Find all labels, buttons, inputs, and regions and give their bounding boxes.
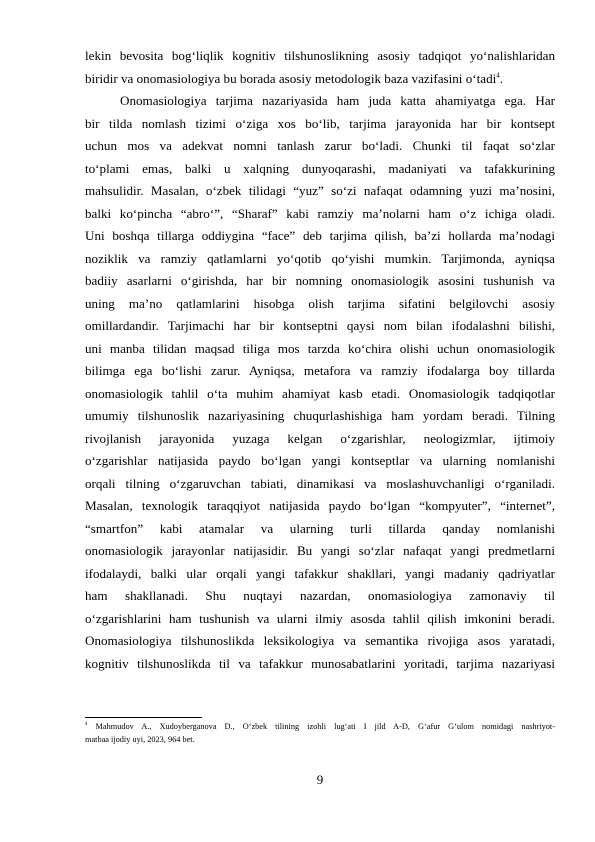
text-line: ham shakllanadi. Shu nuqtayi nazardan, onomasiologiya zamonaviy til xyxy=(85,588,555,603)
text-line: lekin bevosita bog‘liqlik kognitiv tilshunoslikning asosiy tadqiqot yo‘nalishlaridan xyxy=(85,48,555,63)
text-line: o‘zgarishlarini ham tushunish va ularni ilmiy asosda tahlil qilish imkonini beradi. xyxy=(85,610,555,626)
text-line: ifodalaydi, balki ular orqali yangi tafakkur shakllari, yangi madaniy qadriyatlar xyxy=(85,565,555,581)
footnote-ref[interactable]: 4 xyxy=(496,71,500,80)
text-line: noziklik va ramziy qatlamlarni yo‘qotib qo‘yishi mumkin. Tarjimonda, ayniqsa xyxy=(85,250,555,266)
text-line: uning ma’no qatlamlarini hisobga olish tarjima sifatini belgilovchi asosiy xyxy=(85,295,555,311)
text-line: uchun mos va adekvat nomni tanlash zarur bo‘ladi. Chunki til faqat so‘zlar xyxy=(85,138,555,153)
text-line: to‘plami emas, balki u xalqning dunyoqarashi, madaniyati va tafakkurining xyxy=(85,160,555,176)
text-line: bilimga ega bo‘lishi zarur. Ayniqsa, metafora va ramziy ifodalarga boy tillarda xyxy=(85,363,555,378)
text-line: Onomasiologiya tilshunoslikda leksikologiya va semantika rivojiga asos yaratadi, xyxy=(85,633,555,648)
text-line: rivojlanish jarayonida yuzaga kelgan o‘zgarishlar, neologizmlar, ijtimoiy xyxy=(85,430,555,446)
text-line: omillardandir. Tarjimachi har bir kontseptni qaysi nom bilan ifodalashni bilishi, xyxy=(85,318,555,333)
text-line: uni manba tilidan maqsad tiliga mos tarzda ko‘chira olishi uchun onomasiologik xyxy=(85,340,555,356)
text-line: umumiy tilshunoslik nazariyasining chuqurlashishiga ham yordam beradi. Tilning xyxy=(85,408,555,423)
text-line-content: biridir va onomasiologiya bu borada asosiy metodologik baza vazifasini o‘tadi xyxy=(85,70,497,86)
text-line: badiiy asarlarni o‘girishda, har bir nomning onomasiologik asosini tushunish va xyxy=(85,273,555,288)
footnote-line xyxy=(85,721,555,734)
footnote xyxy=(85,721,555,746)
footnote-separator xyxy=(85,717,202,718)
body-text xyxy=(85,45,555,675)
text-line: o‘zgarishlar natijasida paydo bo‘lgan yangi kontseptlar va ularning nomlanishi xyxy=(85,453,555,468)
footnote-line: matbaa ijodiy uyi, 2023, 964 bet. xyxy=(85,734,195,744)
paragraph-first-line: Onomasiologiya tarjima nazariyasida ham juda katta ahamiyatga ega. Har xyxy=(120,93,555,108)
text-line: orqali tilning o‘zgaruvchan tabiati, dinamikasi va moslashuvchanligi o‘rganiladi. xyxy=(85,475,555,491)
text-line-tail: . xyxy=(499,70,504,86)
text-line: “smartfon” kabi atamalar va ularning turli tillarda qanday nomlanishi xyxy=(85,520,555,536)
text-line: kognitiv tilshunoslikda til va tafakkur munosabatlarini yoritadi, tarjima nazariyasi xyxy=(85,655,555,671)
footnote-text: Mahmudov A., Xudoyberganova D., O‘zbek tilining izohli lug‘ati I jild A-D, G‘afur G‘ulom nomidagi nashriyot- xyxy=(95,722,555,731)
page-number: 9 xyxy=(316,772,324,787)
text-line: mahsulidir. Masalan, o‘zbek tilidagi “yuz” so‘zi nafaqat odamning yuzi ma’nosini, xyxy=(85,183,555,198)
text-line: Masalan, texnologik taraqqiyot natijasida paydo bo‘lgan “kompyuter”, “internet”, xyxy=(85,498,555,513)
text-line: Uni boshqa tillarga oddiygina “face” deb tarjima qilish, ba’zi hollarda ma’nodagi xyxy=(85,228,555,243)
text-line: balki ko‘pincha “abro‘”, “Sharaf” kabi ramziy ma’nolarni ham o‘z ichiga oladi. xyxy=(85,205,555,221)
text-line xyxy=(85,68,555,91)
text-line: onomasiologik tahlil o‘ta muhim ahamiyat kasb etadi. Onomasiologik tadqiqotlar xyxy=(85,385,555,401)
footnote-marker: 4 xyxy=(85,722,88,728)
text-line: bir tilda nomlash tizimi o‘ziga xos bo‘lib, tarjima jarayonida har bir kontsept xyxy=(85,115,555,131)
text-line: onomasiologik jarayonlar natijasidir. Bu yangi so‘zlar nafaqat yangi predmetlarni xyxy=(85,543,555,558)
